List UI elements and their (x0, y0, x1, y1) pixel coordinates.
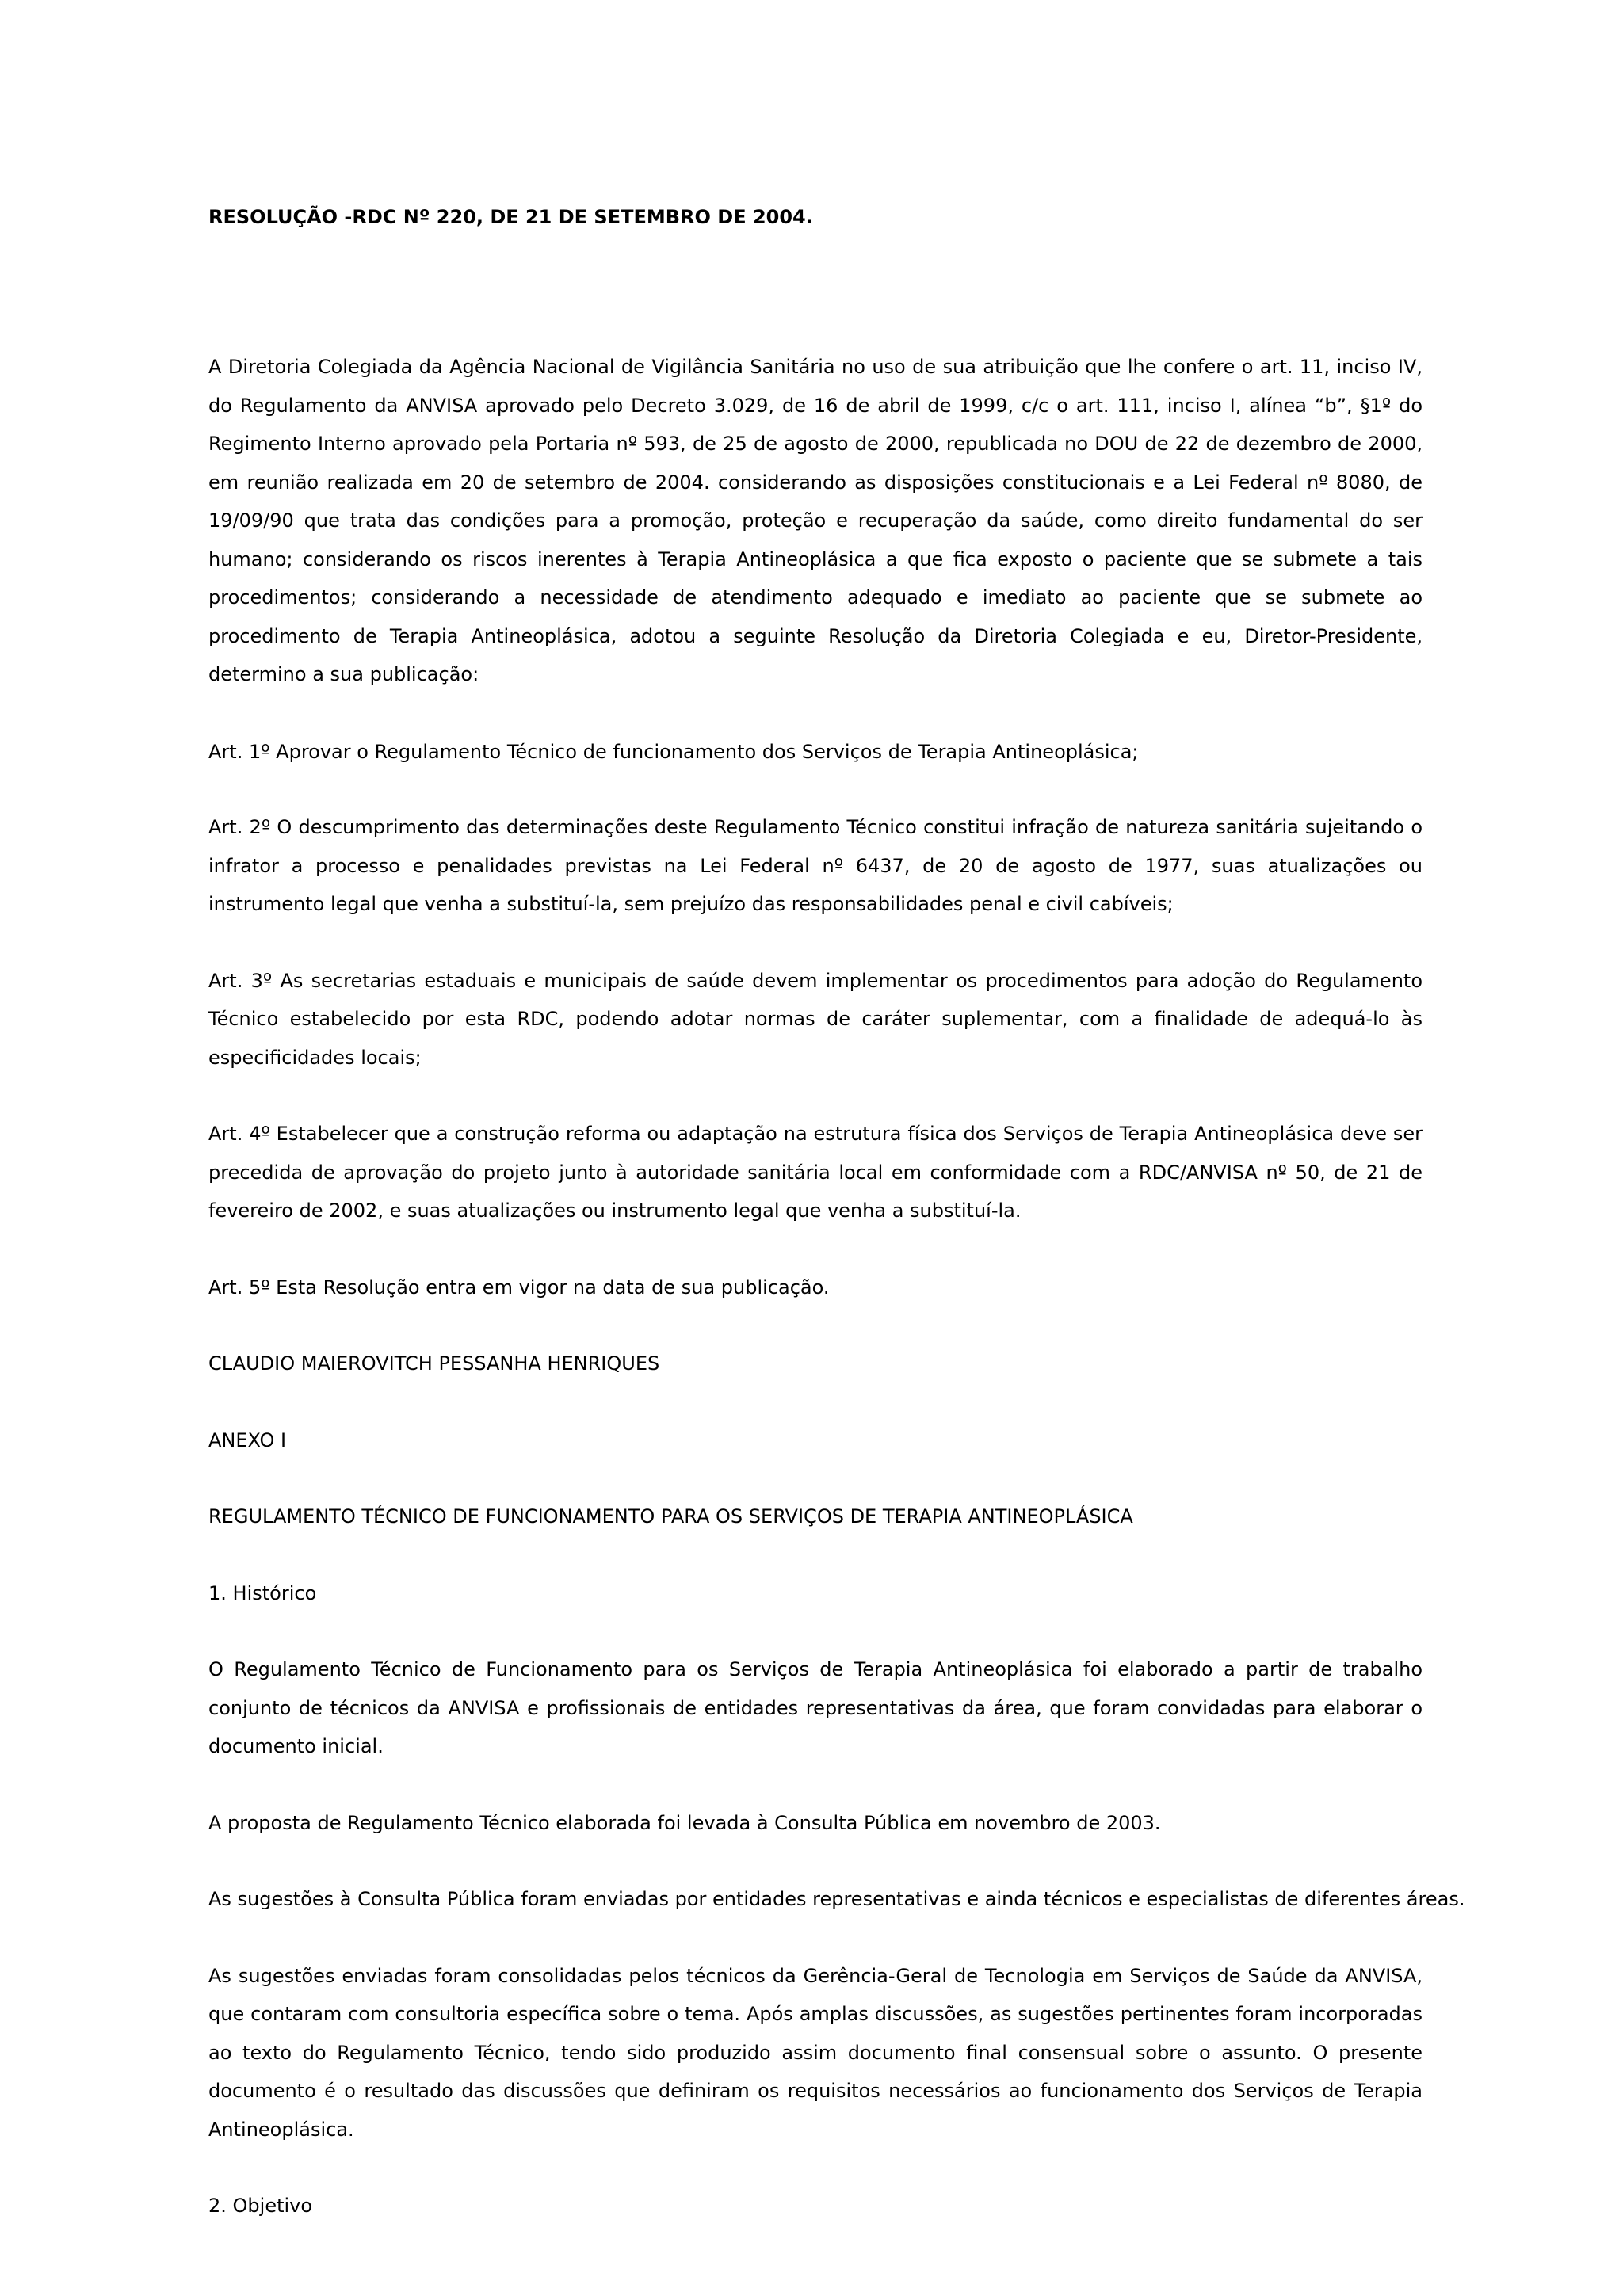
history-paragraph-2: A proposta de Regulamento Técnico elaborada foi levada à Consulta Pública em novembro de 2003. (208, 1811, 1161, 1834)
section-1-heading: 1. Histórico (208, 1581, 317, 1604)
intro-paragraph: A Diretoria Colegiada da Agência Nacional de Vigilância Sanitária no uso de sua atribuição que lhe confere o art. 11, inciso IV, do Regulamento da ANVISA aprovado pelo Decreto 3.029, de 16 de abril de 1999, c/c o art. 111, inciso I, alínea “b”, §1º do Regimento Interno aprovado pela Portaria nº 593, de 25 de agosto de 2000, republicada no DOU de 22 de dezembro de 2000, em reunião realizada em 20 de setembro de 2004. considerando as disposições constitucionais e a Lei Federal nº 8080, de 19/09/90 que trata das condições para a promoção, proteção e recuperação da saúde, como direito fundamental do ser humano; considerando os riscos inerentes à Terapia Antineoplásica a que fica exposto o paciente que se submete a tais procedimentos; considerando a necessidade de atendimento adequado e imediato ao paciente que se submete ao procedimento de Terapia Antineoplásica, adotou a seguinte Resolução da Diretoria Colegiada e eu, Diretor-Presidente, determino a sua publicação: (208, 356, 1423, 685)
article-2: Art. 2º O descumprimento das determinações deste Regulamento Técnico constitui infração de natureza sanitária sujeitando o infrator a processo e penalidades previstas na Lei Federal nº 6437, de 20 de agosto de 1977, suas atualizações ou instrumento legal que venha a substituí-la, sem prejuízo das responsabilidades penal e civil cabíveis; (208, 816, 1423, 915)
article-1: Art. 1º Aprovar o Regulamento Técnico de funcionamento dos Serviços de Terapia Antineoplásica; (208, 740, 1139, 763)
annex-heading: ANEXO I (208, 1428, 287, 1451)
document-page (208, 198, 1465, 2225)
history-paragraph-1: O Regulamento Técnico de Funcionamento para os Serviços de Terapia Antineoplásica foi elaborado a partir de trabalho conjunto de técnicos da ANVISA e profissionais de entidades representativas da área, que foram convidadas para elaborar o documento inicial. (208, 1658, 1423, 1757)
signatory-name: CLAUDIO MAIEROVITCH PESSANHA HENRIQUES (208, 1352, 660, 1375)
article-5: Art. 5º Esta Resolução entra em vigor na data de sua publicação. (208, 1276, 830, 1299)
history-paragraph-3: As sugestões à Consulta Pública foram enviadas por entidades representativas e ainda técnicos e especialistas de diferentes áreas. (208, 1888, 1465, 1910)
article-3: Art. 3º As secretarias estaduais e municipais de saúde devem implementar os procedimentos para adoção do Regulamento Técnico estabelecido por esta RDC, podendo adotar normas de caráter suplementar, com a finalidade de adequá-lo às especificidades locais; (208, 969, 1423, 1069)
section-2-heading: 2. Objetivo (208, 2195, 313, 2217)
resolution-title: RESOLUÇÃO -RDC Nº 220, DE 21 DE SETEMBRO DE 2004. (208, 206, 813, 228)
regulation-title: REGULAMENTO TÉCNICO DE FUNCIONAMENTO PARA OS SERVIÇOS DE TERAPIA ANTINEOPLÁSICA (208, 1505, 1133, 1527)
article-4: Art. 4º Estabelecer que a construção reforma ou adaptação na estrutura física dos Serviços de Terapia Antineoplásica deve ser precedida de aprovação do projeto junto à autoridade sanitária local em conformidade com a RDC/ANVISA nº 50, de 21 de fevereiro de 2002, e suas atualizações ou instrumento legal que venha a substituí-la. (208, 1123, 1423, 1222)
history-paragraph-4: As sugestões enviadas foram consolidadas pelos técnicos da Gerência-Geral de Tecnologia em Serviços de Saúde da ANVISA, que contaram com consultoria específica sobre o tema. Após amplas discussões, as sugestões pertinentes foram incorporadas ao texto do Regulamento Técnico, tendo sido produzido assim documento final consensual sobre o assunto. O presente documento é o resultado das discussões que definiram os requisitos necessários ao funcionamento dos Serviços de Terapia Antineoplásica. (208, 1964, 1423, 2141)
